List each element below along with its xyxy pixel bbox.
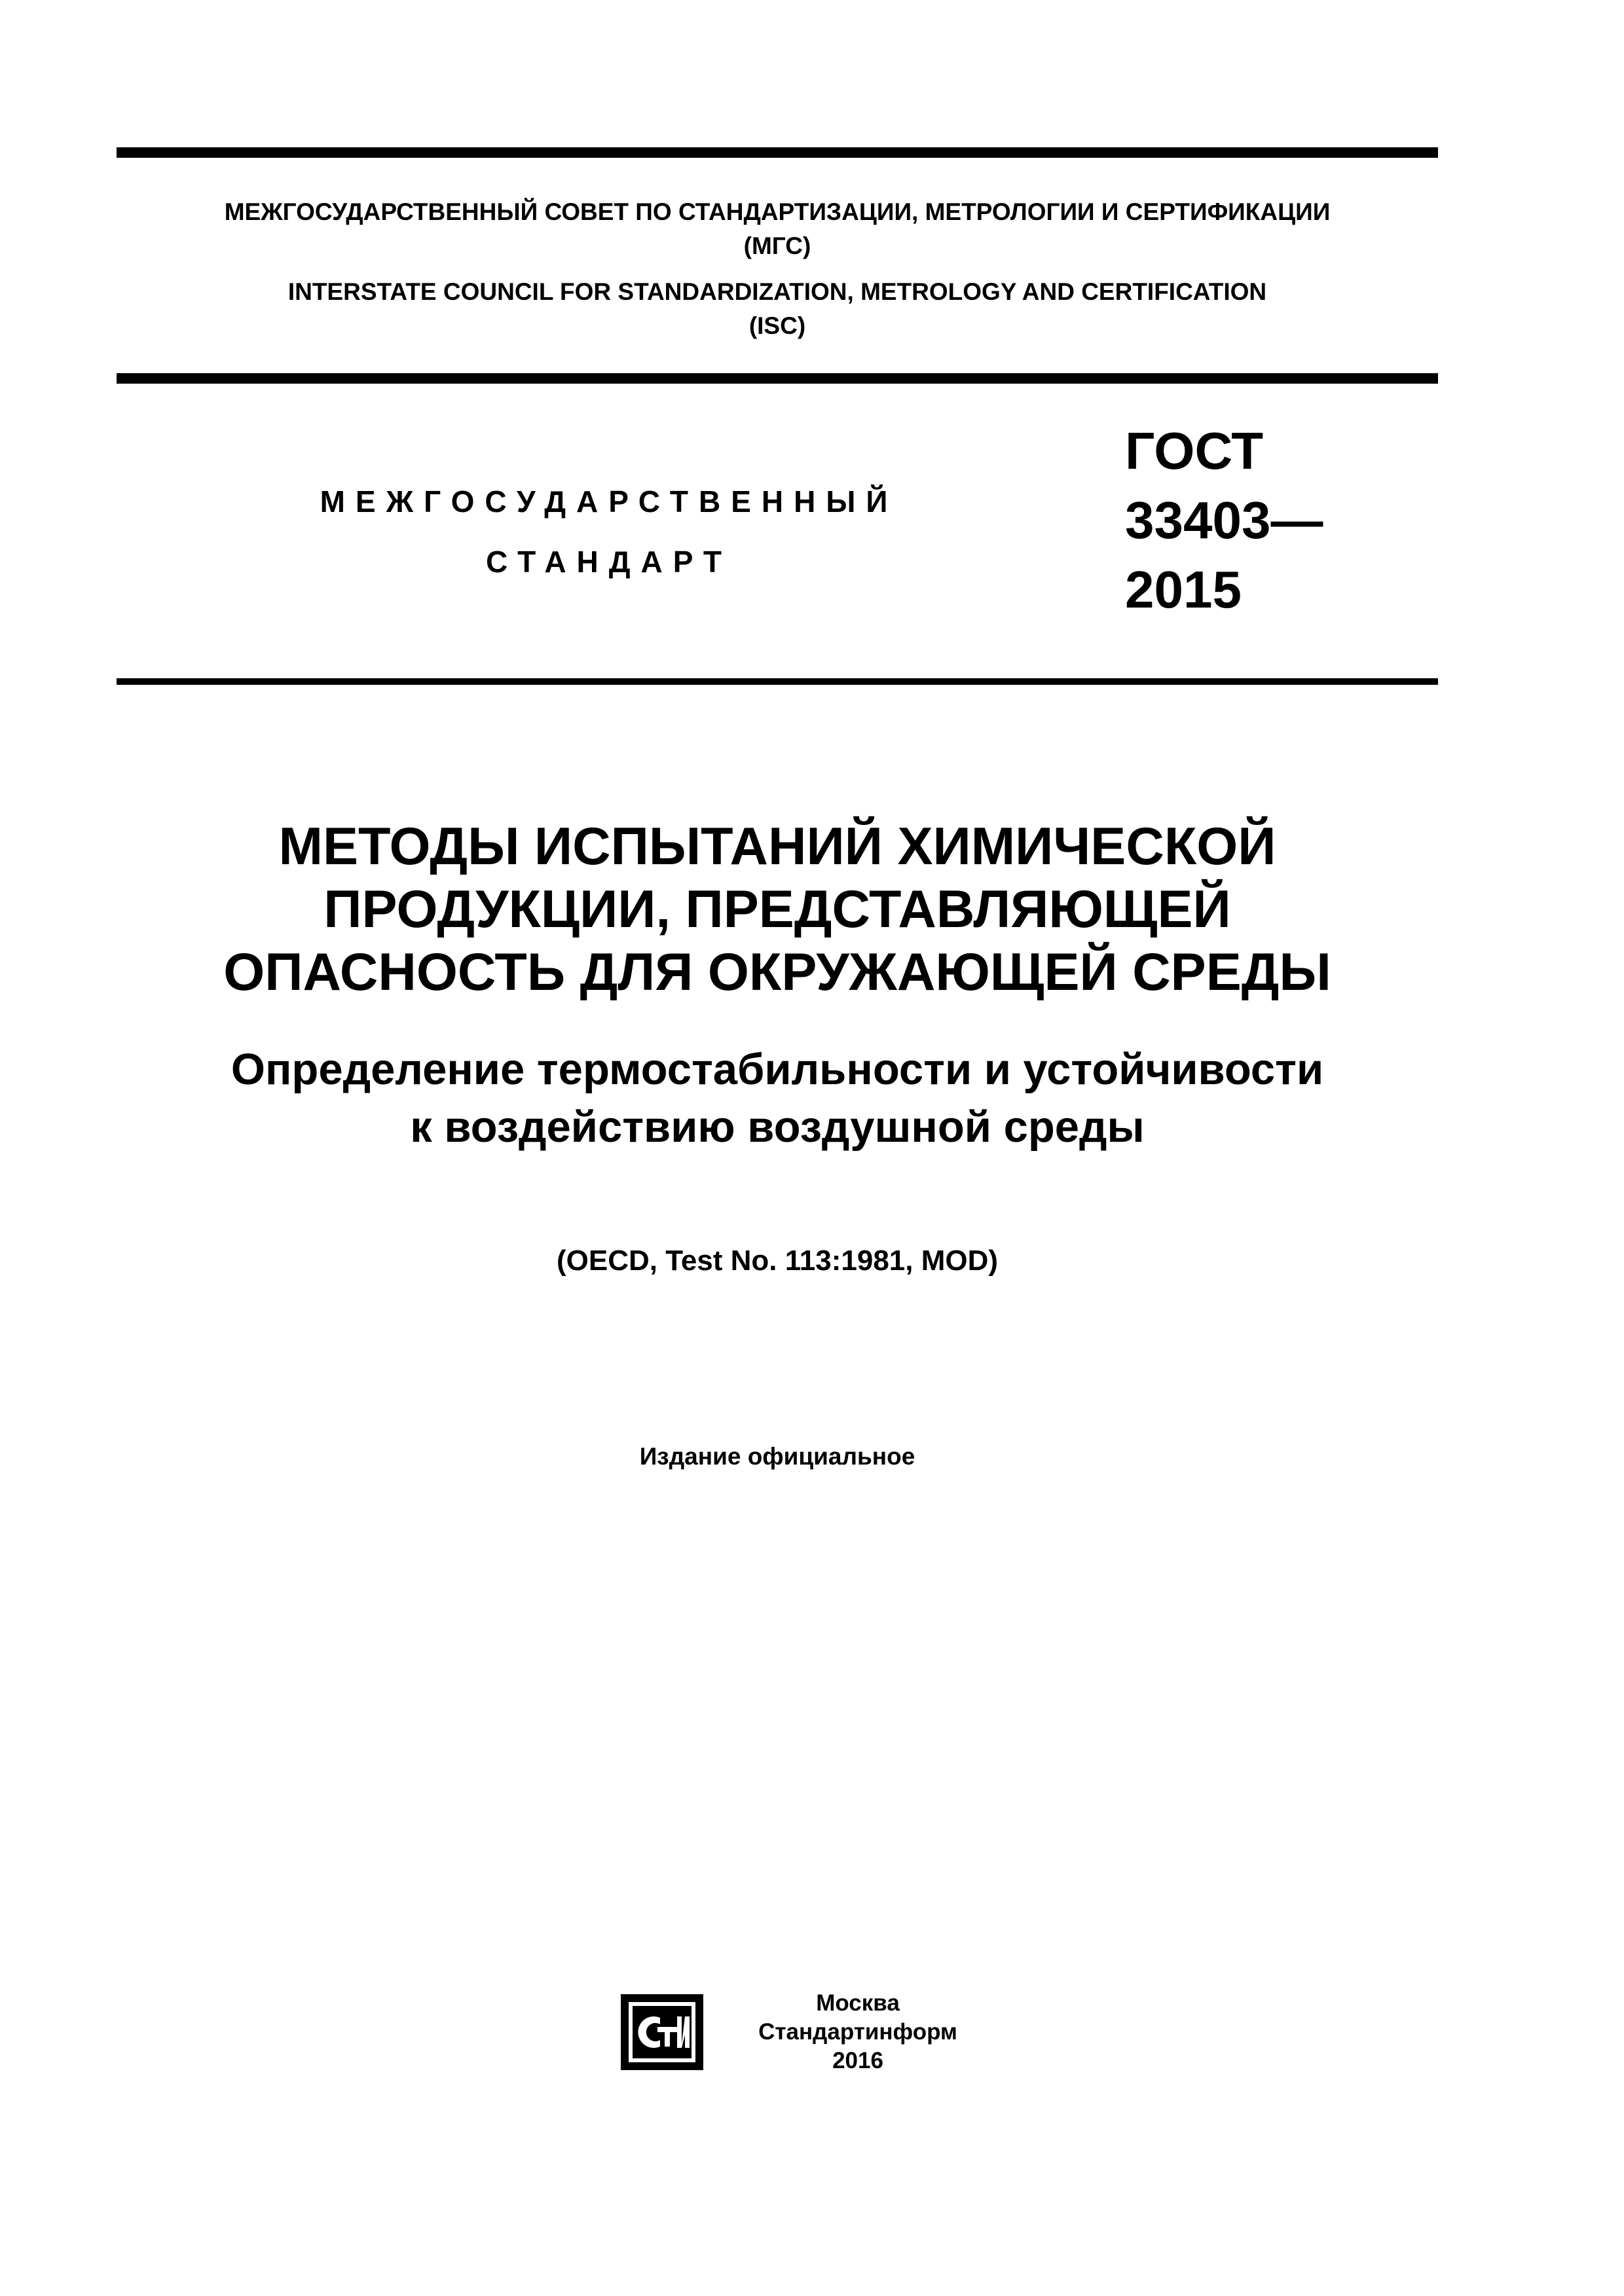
title-line-3: ОПАСНОСТЬ ДЛЯ ОКРУЖАЮЩЕЙ СРЕДЫ	[223, 943, 1331, 1002]
subtitle-line-1: Определение термостабильности и устойчивости	[231, 1045, 1324, 1094]
document-title	[117, 815, 1438, 1004]
standard-kind-line-2: СТАНДАРТ	[486, 545, 732, 579]
council-abbr-en: (ISC)	[748, 312, 806, 339]
subtitle-line-2: к воздействию воздушной среды	[410, 1102, 1145, 1152]
oecd-reference: (OECD, Test No. 113:1981, MOD)	[556, 1245, 999, 1277]
title-line-2: ПРОДУКЦИИ, ПРЕДСТАВЛЯЮЩЕЙ	[323, 880, 1231, 939]
publisher-city: Москва	[816, 1990, 900, 2016]
council-name-en-line: INTERSTATE COUNCIL FOR STANDARDIZATION, METROLOGY AND CERTIFICATION	[287, 278, 1267, 305]
publisher-year: 2016	[832, 2048, 883, 2073]
council-name-en	[117, 275, 1438, 343]
top-rule	[117, 147, 1438, 158]
council-name-ru	[117, 195, 1438, 263]
title-line-1: МЕТОДЫ ИСПЫТАНИЙ ХИМИЧЕСКОЙ	[278, 817, 1276, 876]
designation-number: 33403—	[1125, 491, 1323, 549]
designation-year: 2015	[1125, 560, 1242, 619]
standartinform-logo-icon	[619, 1993, 705, 2071]
council-abbr-ru: (МГС)	[743, 232, 811, 259]
publisher-name: Стандартинформ	[758, 2019, 957, 2045]
designation-prefix: ГОСТ	[1125, 422, 1264, 480]
publisher-block	[707, 1989, 1008, 2075]
header-bottom-rule	[117, 373, 1438, 384]
edition-label: Издание официальное	[639, 1443, 915, 1470]
standard-kind	[282, 471, 936, 592]
document-subtitle	[117, 1041, 1438, 1156]
standard-kind-line-1: МЕЖГОСУДАРСТВЕННЫЙ	[320, 484, 898, 519]
council-name-ru-line: МЕЖГОСУДАРСТВЕННЫЙ СОВЕТ ПО СТАНДАРТИЗАЦИИ, МЕТРОЛОГИИ И СЕРТИФИКАЦИИ	[224, 198, 1331, 225]
standard-designation	[1125, 416, 1323, 625]
designation-bottom-rule	[117, 678, 1438, 685]
